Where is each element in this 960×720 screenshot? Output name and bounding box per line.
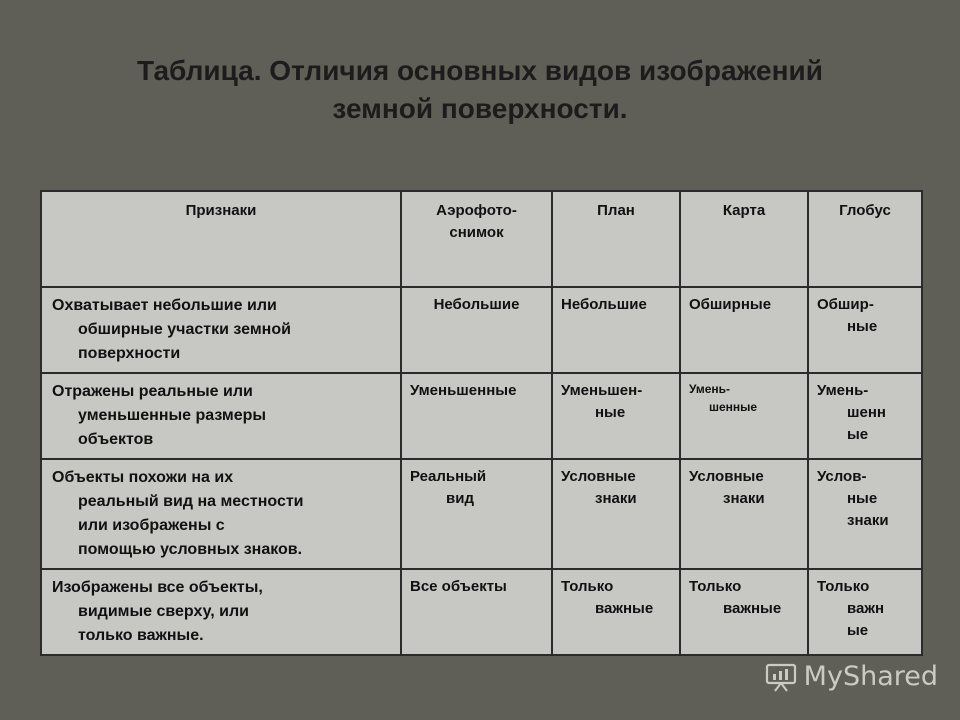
cell-line: Умень-	[817, 382, 869, 399]
myshared-watermark	[764, 661, 938, 692]
plan-cell	[552, 287, 680, 373]
map-cell	[680, 569, 808, 655]
map-cell	[680, 287, 808, 373]
feature-line: Объекты похожи на их	[52, 469, 234, 486]
map-cell	[680, 373, 808, 459]
plan-cell	[552, 373, 680, 459]
aerial-cell	[401, 373, 552, 459]
header-feature-label: Признаки	[185, 202, 257, 219]
table-row	[41, 287, 922, 373]
cell-line: знаки	[595, 490, 637, 507]
feature-line: обширные участки земной	[78, 321, 291, 338]
cell-line: знаки	[723, 490, 765, 507]
cell-line: важные	[723, 600, 782, 617]
feature-line: Охватывает небольшие или	[52, 297, 277, 314]
table-row	[41, 569, 922, 655]
cell-line: важные	[595, 600, 654, 617]
feature-line: реальный вид на местности	[78, 493, 304, 510]
feature-line: Изображены все объекты,	[52, 579, 263, 596]
header-feature	[41, 191, 401, 287]
title-line-1: Таблица. Отличия основных видов изображений	[137, 55, 823, 86]
cell-line: Обшир-	[817, 296, 874, 313]
cell-line: Обширные	[689, 296, 772, 313]
cell-line: Только	[817, 578, 870, 595]
feature-line: только важные.	[78, 627, 204, 644]
feature-line: объектов	[78, 431, 154, 448]
header-map	[680, 191, 808, 287]
comparison-table	[40, 190, 923, 656]
cell-line: Только	[689, 578, 742, 595]
plan-cell	[552, 569, 680, 655]
cell-line: Небольшие	[433, 296, 520, 313]
globe-cell	[808, 459, 922, 569]
feature-line: уменьшенные размеры	[78, 407, 267, 424]
cell-line: ые	[847, 426, 869, 443]
header-globe-label: Глобус	[839, 202, 891, 219]
feature-line: или изображены с	[78, 517, 225, 534]
cell-line: Уменьшенные	[410, 382, 517, 399]
feature-cell	[41, 373, 401, 459]
feature-cell	[41, 459, 401, 569]
table-row	[41, 459, 922, 569]
header-aerial-line-2: снимок	[449, 224, 504, 241]
feature-line: поверхности	[78, 345, 181, 362]
cell-line: важн	[847, 600, 885, 617]
cell-line: ные	[847, 318, 878, 335]
cell-line: Условные	[689, 468, 764, 485]
plan-cell	[552, 459, 680, 569]
watermark-text: MyShared	[803, 661, 938, 692]
cell-line: Все объекты	[410, 578, 507, 595]
header-aerial-photo	[401, 191, 552, 287]
cell-line: Небольшие	[561, 296, 647, 313]
aerial-cell	[401, 459, 552, 569]
cell-line: Условные	[561, 468, 636, 485]
cell-line: ные	[595, 404, 626, 421]
header-globe	[808, 191, 922, 287]
header-plan	[552, 191, 680, 287]
map-cell	[680, 459, 808, 569]
cell-line: шенные	[709, 400, 758, 414]
presentation-board-icon	[764, 662, 798, 692]
title-line-2: земной поверхности.	[332, 93, 628, 124]
header-aerial-line-1: Аэрофото-	[436, 202, 517, 219]
table-row	[41, 373, 922, 459]
cell-line: Только	[561, 578, 614, 595]
feature-cell	[41, 569, 401, 655]
aerial-cell	[401, 569, 552, 655]
globe-cell	[808, 287, 922, 373]
cell-line: вид	[446, 490, 474, 507]
globe-cell	[808, 373, 922, 459]
cell-line: шенн	[847, 404, 886, 421]
globe-cell	[808, 569, 922, 655]
cell-line: Реальный	[410, 468, 487, 485]
feature-line: видимые сверху, или	[78, 603, 250, 620]
cell-line: знаки	[847, 512, 889, 529]
page-title	[0, 52, 960, 128]
cell-line: ые	[847, 622, 869, 639]
header-map-label: Карта	[722, 202, 766, 219]
cell-line: Умень-	[689, 382, 731, 396]
feature-line: Отражены реальные или	[52, 383, 253, 400]
cell-line: ные	[847, 490, 878, 507]
aerial-cell	[401, 287, 552, 373]
cell-line: Услов-	[817, 468, 867, 485]
table-header-row	[41, 191, 922, 287]
header-plan-label: План	[597, 202, 635, 219]
feature-line: помощью условных знаков.	[78, 541, 303, 558]
cell-line: Уменьшен-	[561, 382, 643, 399]
feature-cell	[41, 287, 401, 373]
